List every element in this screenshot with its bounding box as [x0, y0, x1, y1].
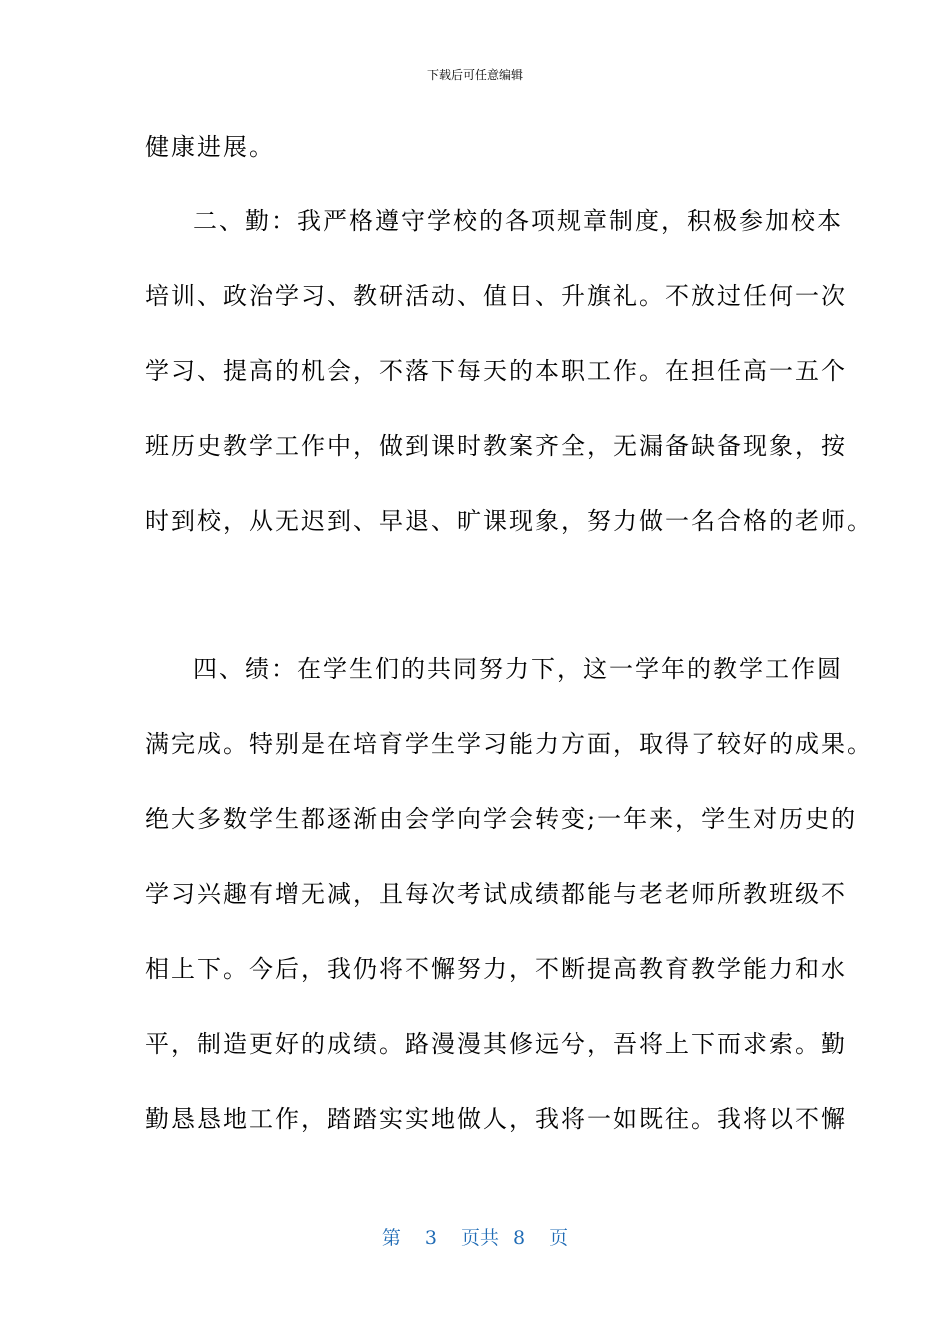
page-suffix: 页	[549, 1227, 569, 1249]
paragraph-line: 时到校，从无迟到、早退、旷课现象，努力做一名合格的老师。	[145, 507, 873, 535]
page-footer	[0, 1226, 950, 1250]
page-prefix: 第	[381, 1227, 401, 1249]
paragraph-line: 四、绩：在学生们的共同努力下，这一学年的教学工作圆	[193, 655, 843, 683]
header-note: 下载后可任意编辑	[426, 68, 523, 82]
paragraph-line: 班历史教学工作中，做到课时教案齐全，无漏备缺备现象，按	[145, 432, 847, 460]
paragraph-line: 绝大多数学生都逐渐由会学向学会转变;一年来，学生对历史的	[145, 805, 858, 833]
paragraph-line: 相上下。今后，我仍将不懈努力，不断提高教育教学能力和水	[145, 955, 847, 983]
paragraph-line: 学习、提高的机会，不落下每天的本职工作。在担任高一五个	[145, 357, 847, 385]
paragraph-line: 培训、政治学习、教研活动、值日、升旗礼。不放过任何一次	[145, 282, 847, 310]
total-pages-number: 8	[513, 1227, 526, 1249]
paragraph-line: 健康进展。	[145, 133, 275, 161]
paragraph-line: 二、勤：我严格遵守学校的各项规章制度，积极参加校本	[193, 207, 843, 235]
paragraph-line: 学习兴趣有增无减，且每次考试成绩都能与老老师所教班级不	[145, 880, 847, 908]
paragraph-line: 满完成。特别是在培育学生学习能力方面，取得了较好的成果。	[145, 730, 873, 758]
paragraph-line: 平，制造更好的成绩。路漫漫其修远兮，吾将上下而求索。勤	[145, 1030, 847, 1058]
current-page-number: 3	[424, 1227, 437, 1249]
paragraph-line: 勤恳恳地工作，踏踏实实地做人，我将一如既往。我将以不懈	[145, 1105, 847, 1133]
page-middle: 页共	[460, 1227, 499, 1249]
